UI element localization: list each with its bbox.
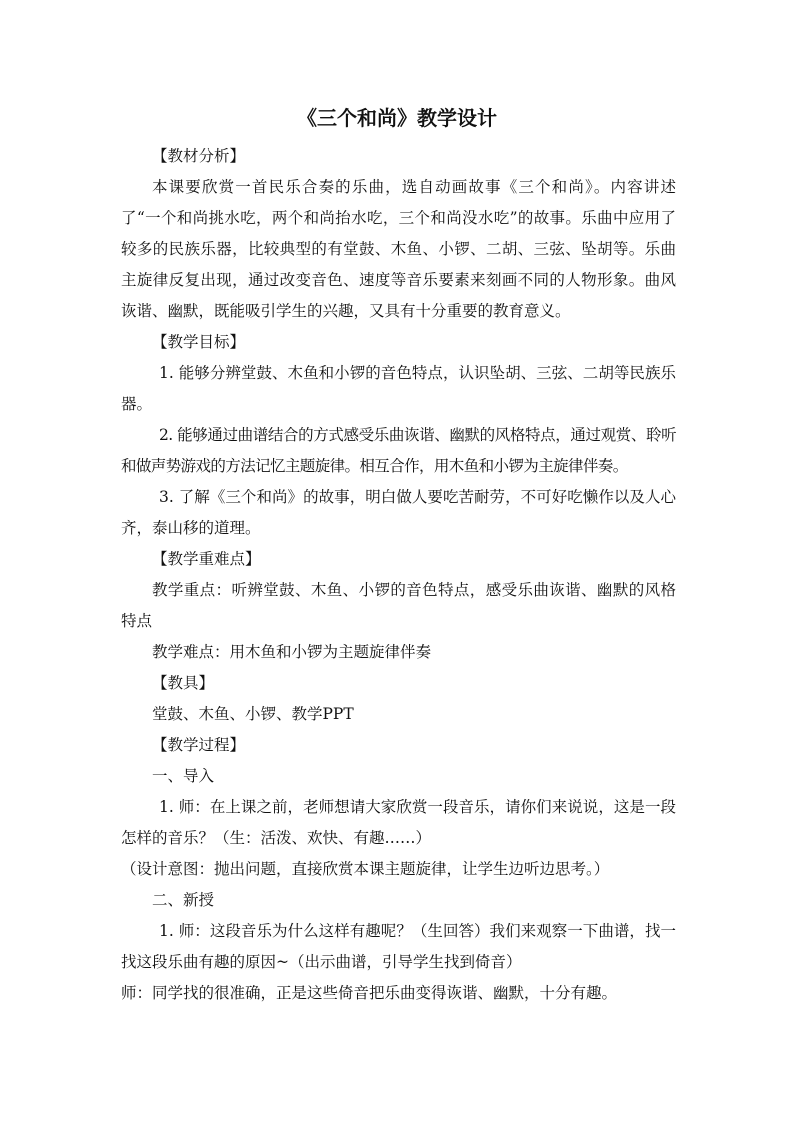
section-heading-process: 【教学过程】 [152, 736, 246, 754]
goal-item-1: 1. 能够分辨堂鼓、木鱼和小锣的音色特点，认识坠胡、三弦、二胡等民族乐器。 [121, 364, 676, 413]
step-intro-text: 1. 师：在上课之前，老师想请大家欣赏一段音乐，请你们来说说，这是一段怎样的音乐？（生：活泼、欢快、有趣……） [121, 798, 676, 847]
tools-text: 堂鼓、木鱼、小锣、教学PPT [152, 705, 354, 723]
difficult-point-text: 教学难点：用木鱼和小锣为主题旋律伴奏 [152, 643, 432, 661]
goal-item-2: 2. 能够通过曲谱结合的方式感受乐曲诙谐、幽默的风格特点，通过观赏、聆听和做声势游戏的方法记忆主题旋律。相互合作，用木鱼和小锣为主旋律伴奏。 [121, 426, 676, 475]
goal-item-3: 3. 了解《三个和尚》的故事，明白做人要吃苦耐劳，不可好吃懒作以及人心齐，泰山移的道理。 [121, 488, 676, 537]
document-title: 《三个和尚》教学设计 [297, 106, 497, 130]
section-heading-tools: 【教具】 [152, 674, 215, 692]
step-intro-intent: （设计意图：抛出问题，直接欣赏本课主题旋律，让学生边听边思考。） [121, 860, 610, 878]
step-new-lesson-note: 师：同学找的很准确，正是这些倚音把乐曲变得诙谐、幽默，十分有趣。 [121, 984, 618, 1002]
section-heading-key-points: 【教学重难点】 [152, 550, 261, 568]
section-heading-goals: 【教学目标】 [152, 333, 246, 351]
step-new-lesson-text: 1. 师：这段音乐为什么这样有趣呢？（生回答）我们来观察一下曲谱，找一找这段乐曲有趣的原因~（出示曲谱，引导学生找到倚音） [121, 922, 676, 971]
step-heading-intro: 一、导入 [152, 767, 215, 785]
step-heading-new-lesson: 二、新授 [152, 891, 215, 909]
section-heading-analysis: 【教材分析】 [152, 147, 246, 165]
key-point-text: 教学重点：听辨堂鼓、木鱼、小锣的音色特点，感受乐曲诙谐、幽默的风格特点 [121, 581, 676, 630]
document-body [121, 141, 676, 1009]
analysis-paragraph: 本课要欣赏一首民乐合奏的乐曲，选自动画故事《三个和尚》。内容讲述了“一个和尚挑水吃，两个和尚抬水吃，三个和尚没水吃”的故事。乐曲中应用了较多的民族乐器，比较典型的有堂鼓、木鱼、小锣、二胡、三弦、坠胡等。乐曲主旋律反复出现，通过改变音色、速度等音乐要素来刻画不同的人物形象。曲风诙谐、幽默，既能吸引学生的兴趣，又具有十分重要的教育意义。 [121, 178, 676, 320]
